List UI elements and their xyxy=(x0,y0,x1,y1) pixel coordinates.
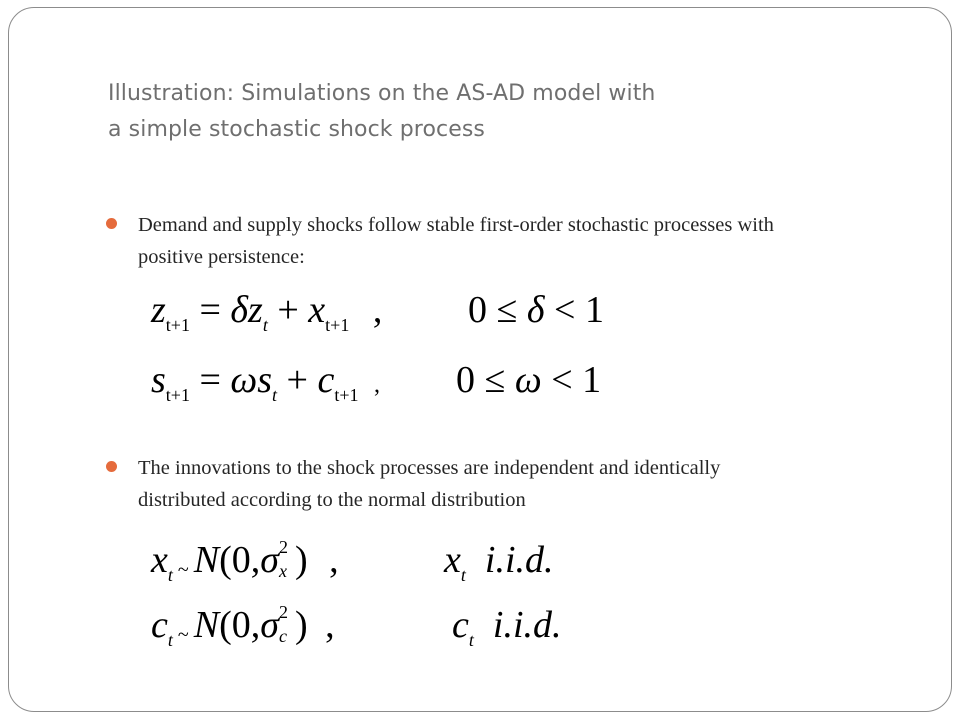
slide-title xyxy=(108,76,868,148)
bullet-text-line-2: distributed according to the normal distribution xyxy=(138,489,526,511)
equation-s-condition: 0 ≤ ω < 1 xyxy=(456,359,602,401)
bullet-text-line-1: Demand and supply shocks follow stable first-order stochastic processes with xyxy=(138,214,774,236)
bullet-text-line-2: positive persistence: xyxy=(138,246,305,268)
slide-title-line-1: Illustration: Simulations on the AS-AD model with xyxy=(108,81,656,106)
bullet-dot-icon xyxy=(106,461,117,472)
bullet-text xyxy=(138,452,860,516)
bullet-text xyxy=(138,209,860,273)
bullet-dot-icon xyxy=(106,218,117,229)
equation-c-iid: $c_t$ i.i.d. xyxy=(452,604,562,650)
bullet-text-line-1: The innovations to the shock processes are independent and identically xyxy=(138,457,721,479)
equation-x-iid: $x_t$ i.i.d. xyxy=(444,539,554,585)
slide-title-line-2: a simple stochastic shock process xyxy=(108,117,485,142)
equation-s-process: $s_{t+1} = \omega s_t + c_{t+1}$ , xyxy=(151,359,380,405)
equation-x-distribution: $x_t$ ~ N(0,σ 2 x ) , xyxy=(151,537,339,585)
equation-z-condition: 0 ≤ δ < 1 xyxy=(468,289,604,331)
equation-c-distribution: $c_t$ ~ N(0,σ 2 c ) , xyxy=(151,602,335,650)
equation-z-process: $z_{t+1} = \delta z_t + x_{t+1}$ , xyxy=(151,289,383,335)
